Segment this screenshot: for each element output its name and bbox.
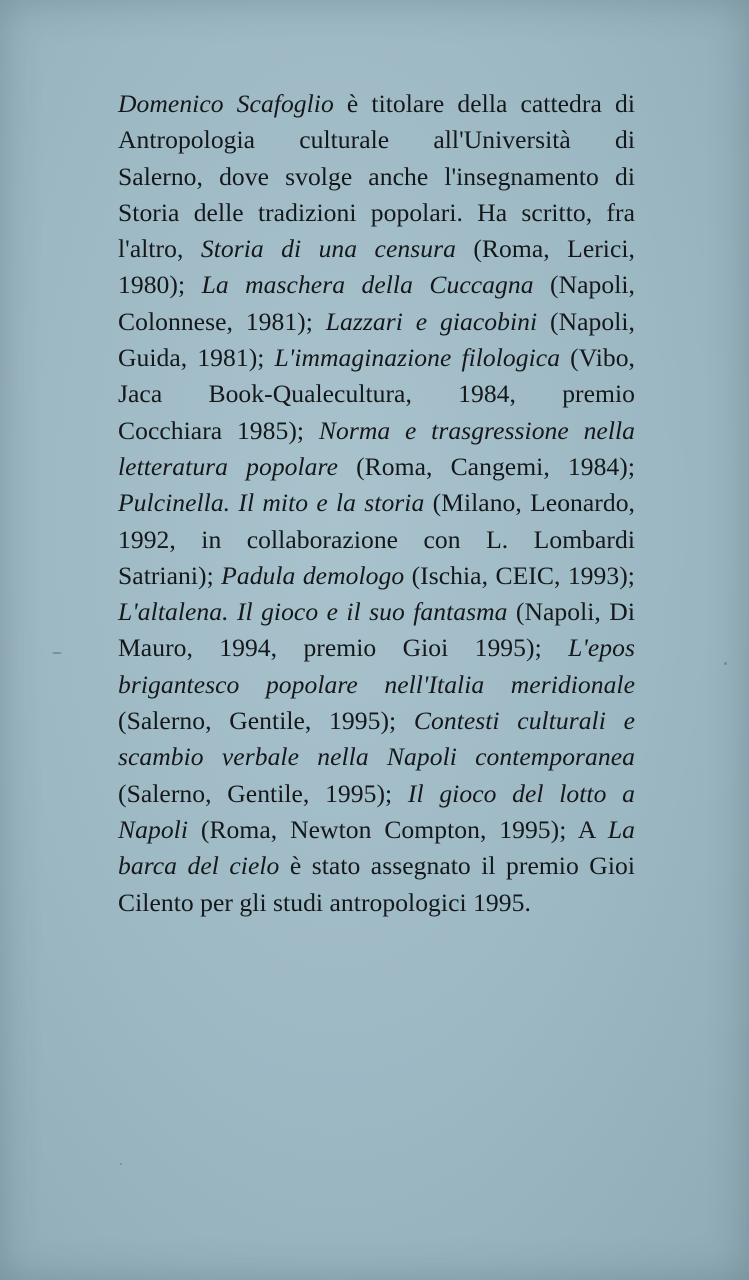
bio-line — [118, 159, 635, 195]
bio-text: è stato assegnato il premio Gioi — [279, 851, 635, 881]
bio-text: Cilento per gli studi antropologici 1995. — [118, 887, 531, 917]
italic-title-text: brigantesco popolare nell'Italia meridionale — [118, 669, 635, 699]
bio-line — [118, 86, 635, 122]
italic-title-text: La — [607, 814, 635, 844]
bio-text: (Vibo, — [560, 343, 635, 373]
bio-line — [118, 304, 635, 340]
bio-line — [118, 231, 635, 267]
bio-text: è titolare della cattedra di — [333, 89, 635, 118]
italic-title-text: Storia di una censura — [200, 234, 456, 264]
bio-line — [118, 667, 635, 703]
bio-text: Colonnese, 1981); — [118, 306, 326, 336]
bio-text: l'altro, — [118, 234, 201, 264]
author-biography — [118, 86, 635, 921]
bio-text: (Roma, Newton Compton, 1995); A — [187, 814, 608, 844]
bio-line — [118, 413, 635, 449]
bio-line — [118, 340, 635, 376]
bio-line — [118, 522, 635, 558]
bio-text: (Roma, Cangemi, 1984); — [338, 451, 635, 481]
bio-line — [118, 485, 635, 521]
bio-line — [118, 195, 635, 231]
bio-line — [118, 703, 635, 739]
bio-text: Satriani); — [118, 560, 222, 590]
italic-title-text: Padula demologo — [221, 560, 405, 590]
italic-title-text: scambio verbale nella Napoli contemporanea — [118, 742, 635, 772]
italic-title-text: barca del cielo — [118, 851, 280, 881]
bio-text: Mauro, 1994, premio Gioi 1995); — [118, 633, 569, 663]
bio-line — [118, 776, 635, 812]
bio-text: (Roma, Lerici, — [455, 234, 635, 264]
bio-line — [118, 848, 635, 884]
bio-line — [118, 376, 635, 412]
bio-text: Antropologia culturale all'Università di — [118, 125, 635, 155]
bio-text: 1992, in collaborazione con L. Lombardi — [118, 524, 635, 554]
italic-title-text: L'epos — [568, 633, 635, 663]
italic-title-text: letteratura popolare — [118, 451, 338, 481]
bio-line — [118, 812, 635, 848]
bio-line — [118, 885, 635, 921]
italic-title-text: Norma e trasgressione nella — [318, 415, 635, 445]
bio-text: (Napoli, Di — [507, 597, 635, 627]
bio-line — [118, 449, 635, 485]
bio-line — [118, 122, 635, 158]
italic-title-text: L'immaginazione filologica — [274, 343, 561, 373]
italic-title-text: Napoli — [118, 814, 188, 844]
bio-text: (Napoli, — [533, 270, 635, 300]
italic-title-text: Domenico Scafoglio — [118, 89, 334, 118]
bio-text: Storia delle tradizioni popolari. Ha scritto, fra — [118, 197, 635, 227]
italic-title-text: Il gioco del lotto a — [407, 778, 635, 808]
italic-title-text: Lazzari e giacobini — [325, 306, 538, 336]
italic-title-text: L'altalena. Il gioco e il suo fantasma — [118, 597, 508, 627]
bio-text: (Ischia, CEIC, 1993); — [404, 560, 635, 590]
italic-title-text: Contesti culturali e — [413, 706, 635, 736]
bio-text: 1980); — [118, 270, 202, 300]
bio-line — [118, 558, 635, 594]
bio-text: Cocchiara 1985); — [118, 415, 319, 445]
bio-text: Guida, 1981); — [118, 343, 275, 373]
bio-line — [118, 594, 635, 630]
bio-line — [118, 739, 635, 775]
italic-title-text: La maschera della Cuccagna — [201, 270, 534, 300]
bio-text: (Salerno, Gentile, 1995); — [118, 778, 408, 808]
paper-speck — [724, 662, 727, 665]
bio-line — [118, 267, 635, 303]
bio-text: (Napoli, — [537, 306, 635, 336]
italic-title-text: Pulcinella. Il mito e la storia — [118, 488, 425, 518]
paper-speck — [52, 652, 62, 654]
bio-line — [118, 630, 635, 666]
bio-text: (Salerno, Gentile, 1995); — [118, 706, 414, 736]
bio-text: (Milano, Leonardo, — [424, 488, 636, 518]
paper-speck — [120, 1163, 122, 1165]
bio-text: Jaca Book-Qualecultura, 1984, premio — [118, 379, 635, 409]
bio-text: Salerno, dove svolge anche l'insegnamento di — [118, 161, 635, 191]
